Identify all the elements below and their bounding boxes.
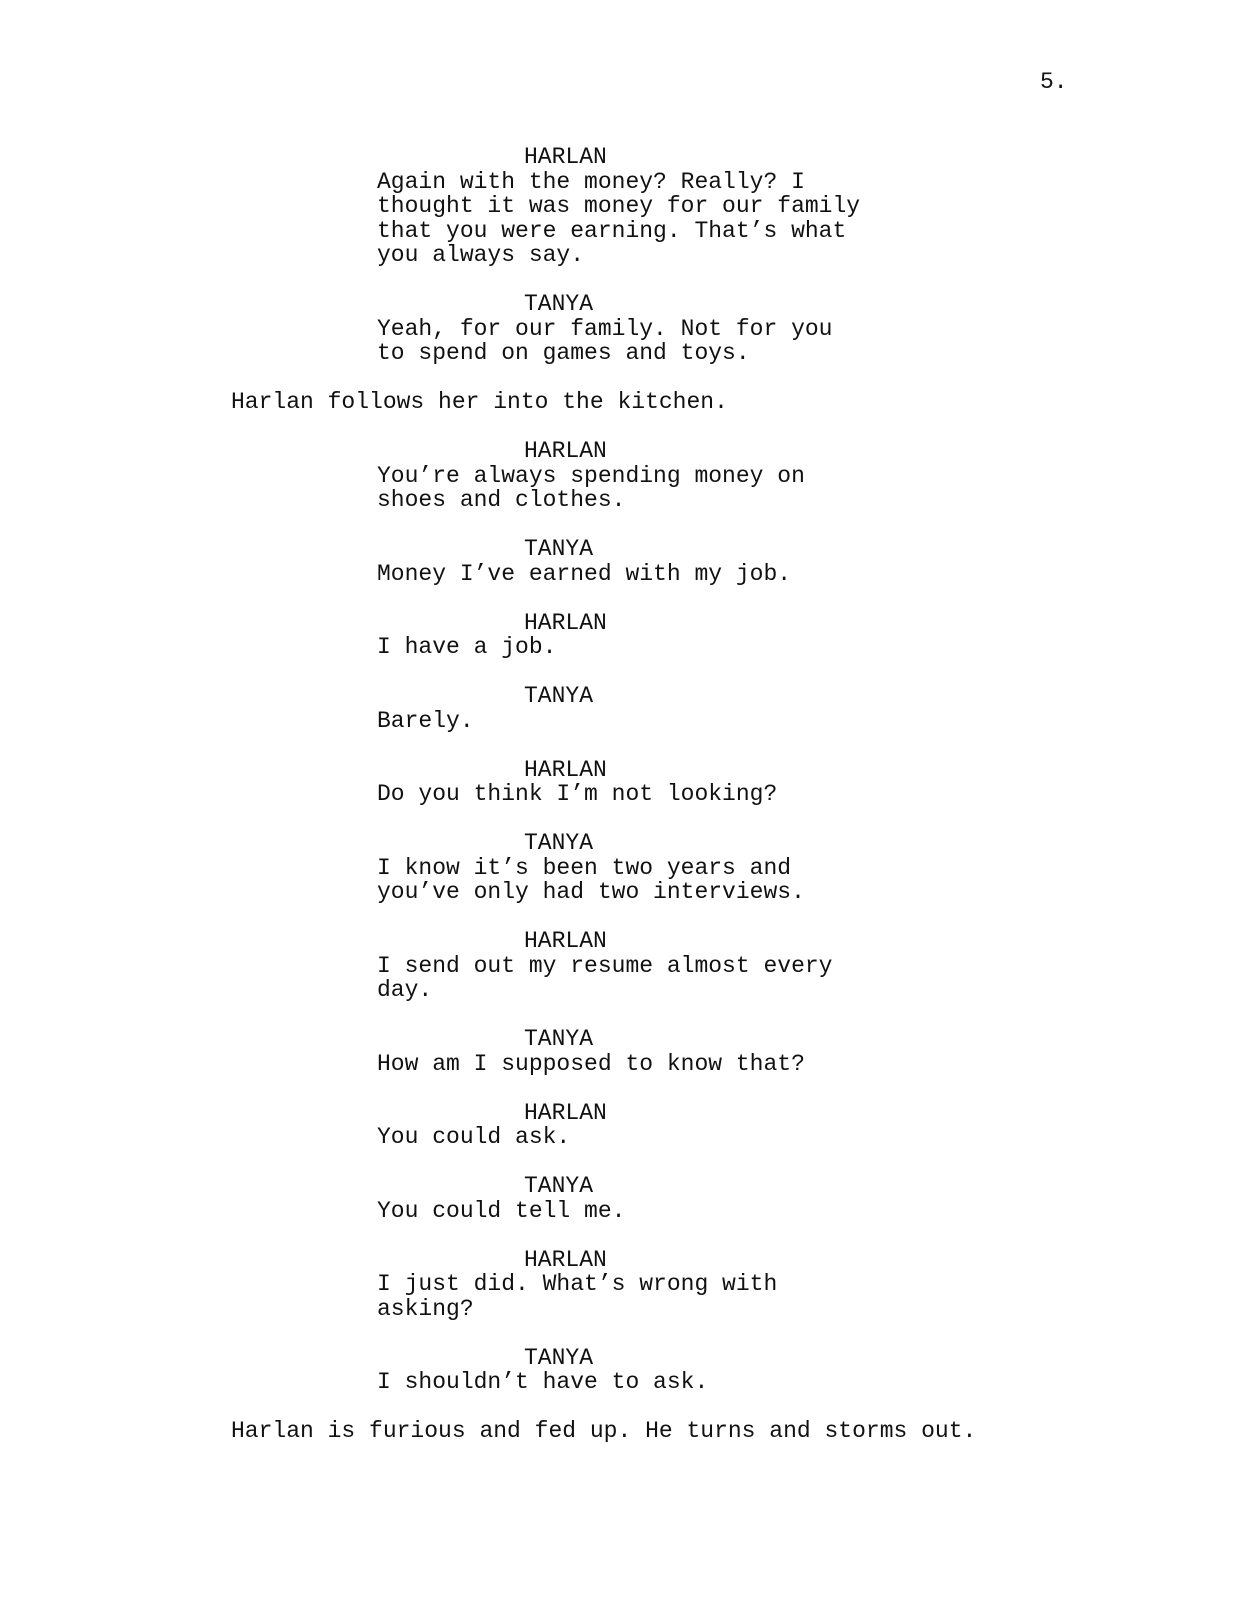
character-name: TANYA xyxy=(524,1344,594,1371)
dialogue-line: you’ve only had two interviews. xyxy=(377,879,805,905)
character-name: HARLAN xyxy=(524,928,607,954)
dialogue-block xyxy=(0,1027,1237,1076)
dialogue-line: How am I supposed to know that? xyxy=(377,1050,805,1077)
dialogue-block xyxy=(0,537,1237,586)
action-block xyxy=(0,390,1237,415)
dialogue-line: that you were earning. That’s what xyxy=(377,217,847,244)
dialogue-line: shoes and clothes. xyxy=(377,487,626,513)
dialogue-block xyxy=(0,1248,1237,1322)
character-name: HARLAN xyxy=(524,1099,607,1126)
dialogue-line: Yeah, for our family. Not for you xyxy=(377,315,833,342)
dialogue-line: I know it’s been two years and xyxy=(377,854,792,881)
action-block xyxy=(0,1419,1237,1444)
dialogue-block xyxy=(0,439,1237,513)
character-name: TANYA xyxy=(524,536,594,562)
dialogue-line: Again with the money? Really? I xyxy=(377,168,805,195)
dialogue-block xyxy=(0,1101,1237,1150)
dialogue-line: you always say. xyxy=(377,242,585,268)
dialogue-line: I shouldn’t have to ask. xyxy=(377,1369,709,1395)
dialogue-line: Barely. xyxy=(377,707,474,734)
character-name: TANYA xyxy=(524,291,594,317)
character-name: HARLAN xyxy=(524,756,607,783)
dialogue-block xyxy=(0,1346,1237,1395)
dialogue-line: thought it was money for our family xyxy=(377,193,861,219)
dialogue-block xyxy=(0,831,1237,905)
dialogue-line: day. xyxy=(377,977,433,1003)
screenplay-body xyxy=(0,145,1237,1444)
dialogue-block xyxy=(0,611,1237,660)
character-name: HARLAN xyxy=(524,609,607,636)
dialogue-block xyxy=(0,145,1237,268)
dialogue-line: You could tell me. xyxy=(377,1197,626,1224)
character-name: TANYA xyxy=(524,1173,594,1199)
dialogue-block xyxy=(0,684,1237,733)
dialogue-line: to spend on games and toys. xyxy=(377,340,750,366)
character-name: HARLAN xyxy=(524,144,607,170)
character-name: TANYA xyxy=(524,830,594,856)
dialogue-block xyxy=(0,1174,1237,1223)
dialogue-line: You could ask. xyxy=(377,1124,571,1150)
dialogue-block xyxy=(0,292,1237,366)
dialogue-line: asking? xyxy=(377,1295,474,1322)
character-name: HARLAN xyxy=(524,438,607,464)
character-name: TANYA xyxy=(524,1026,594,1052)
dialogue-line: Do you think I’m not looking? xyxy=(377,781,778,807)
dialogue-line: Money I’ve earned with my job. xyxy=(377,560,792,587)
dialogue-line: You’re always spending money on xyxy=(377,462,805,489)
dialogue-line: I send out my resume almost every xyxy=(377,952,833,979)
dialogue-block xyxy=(0,758,1237,807)
dialogue-block xyxy=(0,929,1237,1003)
dialogue-line: I have a job. xyxy=(377,634,557,660)
character-name: HARLAN xyxy=(524,1246,607,1273)
page-number: 5. xyxy=(1040,69,1068,95)
dialogue-line: I just did. What’s wrong with xyxy=(377,1271,778,1297)
action-line: Harlan is furious and fed up. He turns and storms out. xyxy=(231,1418,977,1444)
action-line: Harlan follows her into the kitchen. xyxy=(231,389,728,415)
character-name: TANYA xyxy=(524,683,594,709)
